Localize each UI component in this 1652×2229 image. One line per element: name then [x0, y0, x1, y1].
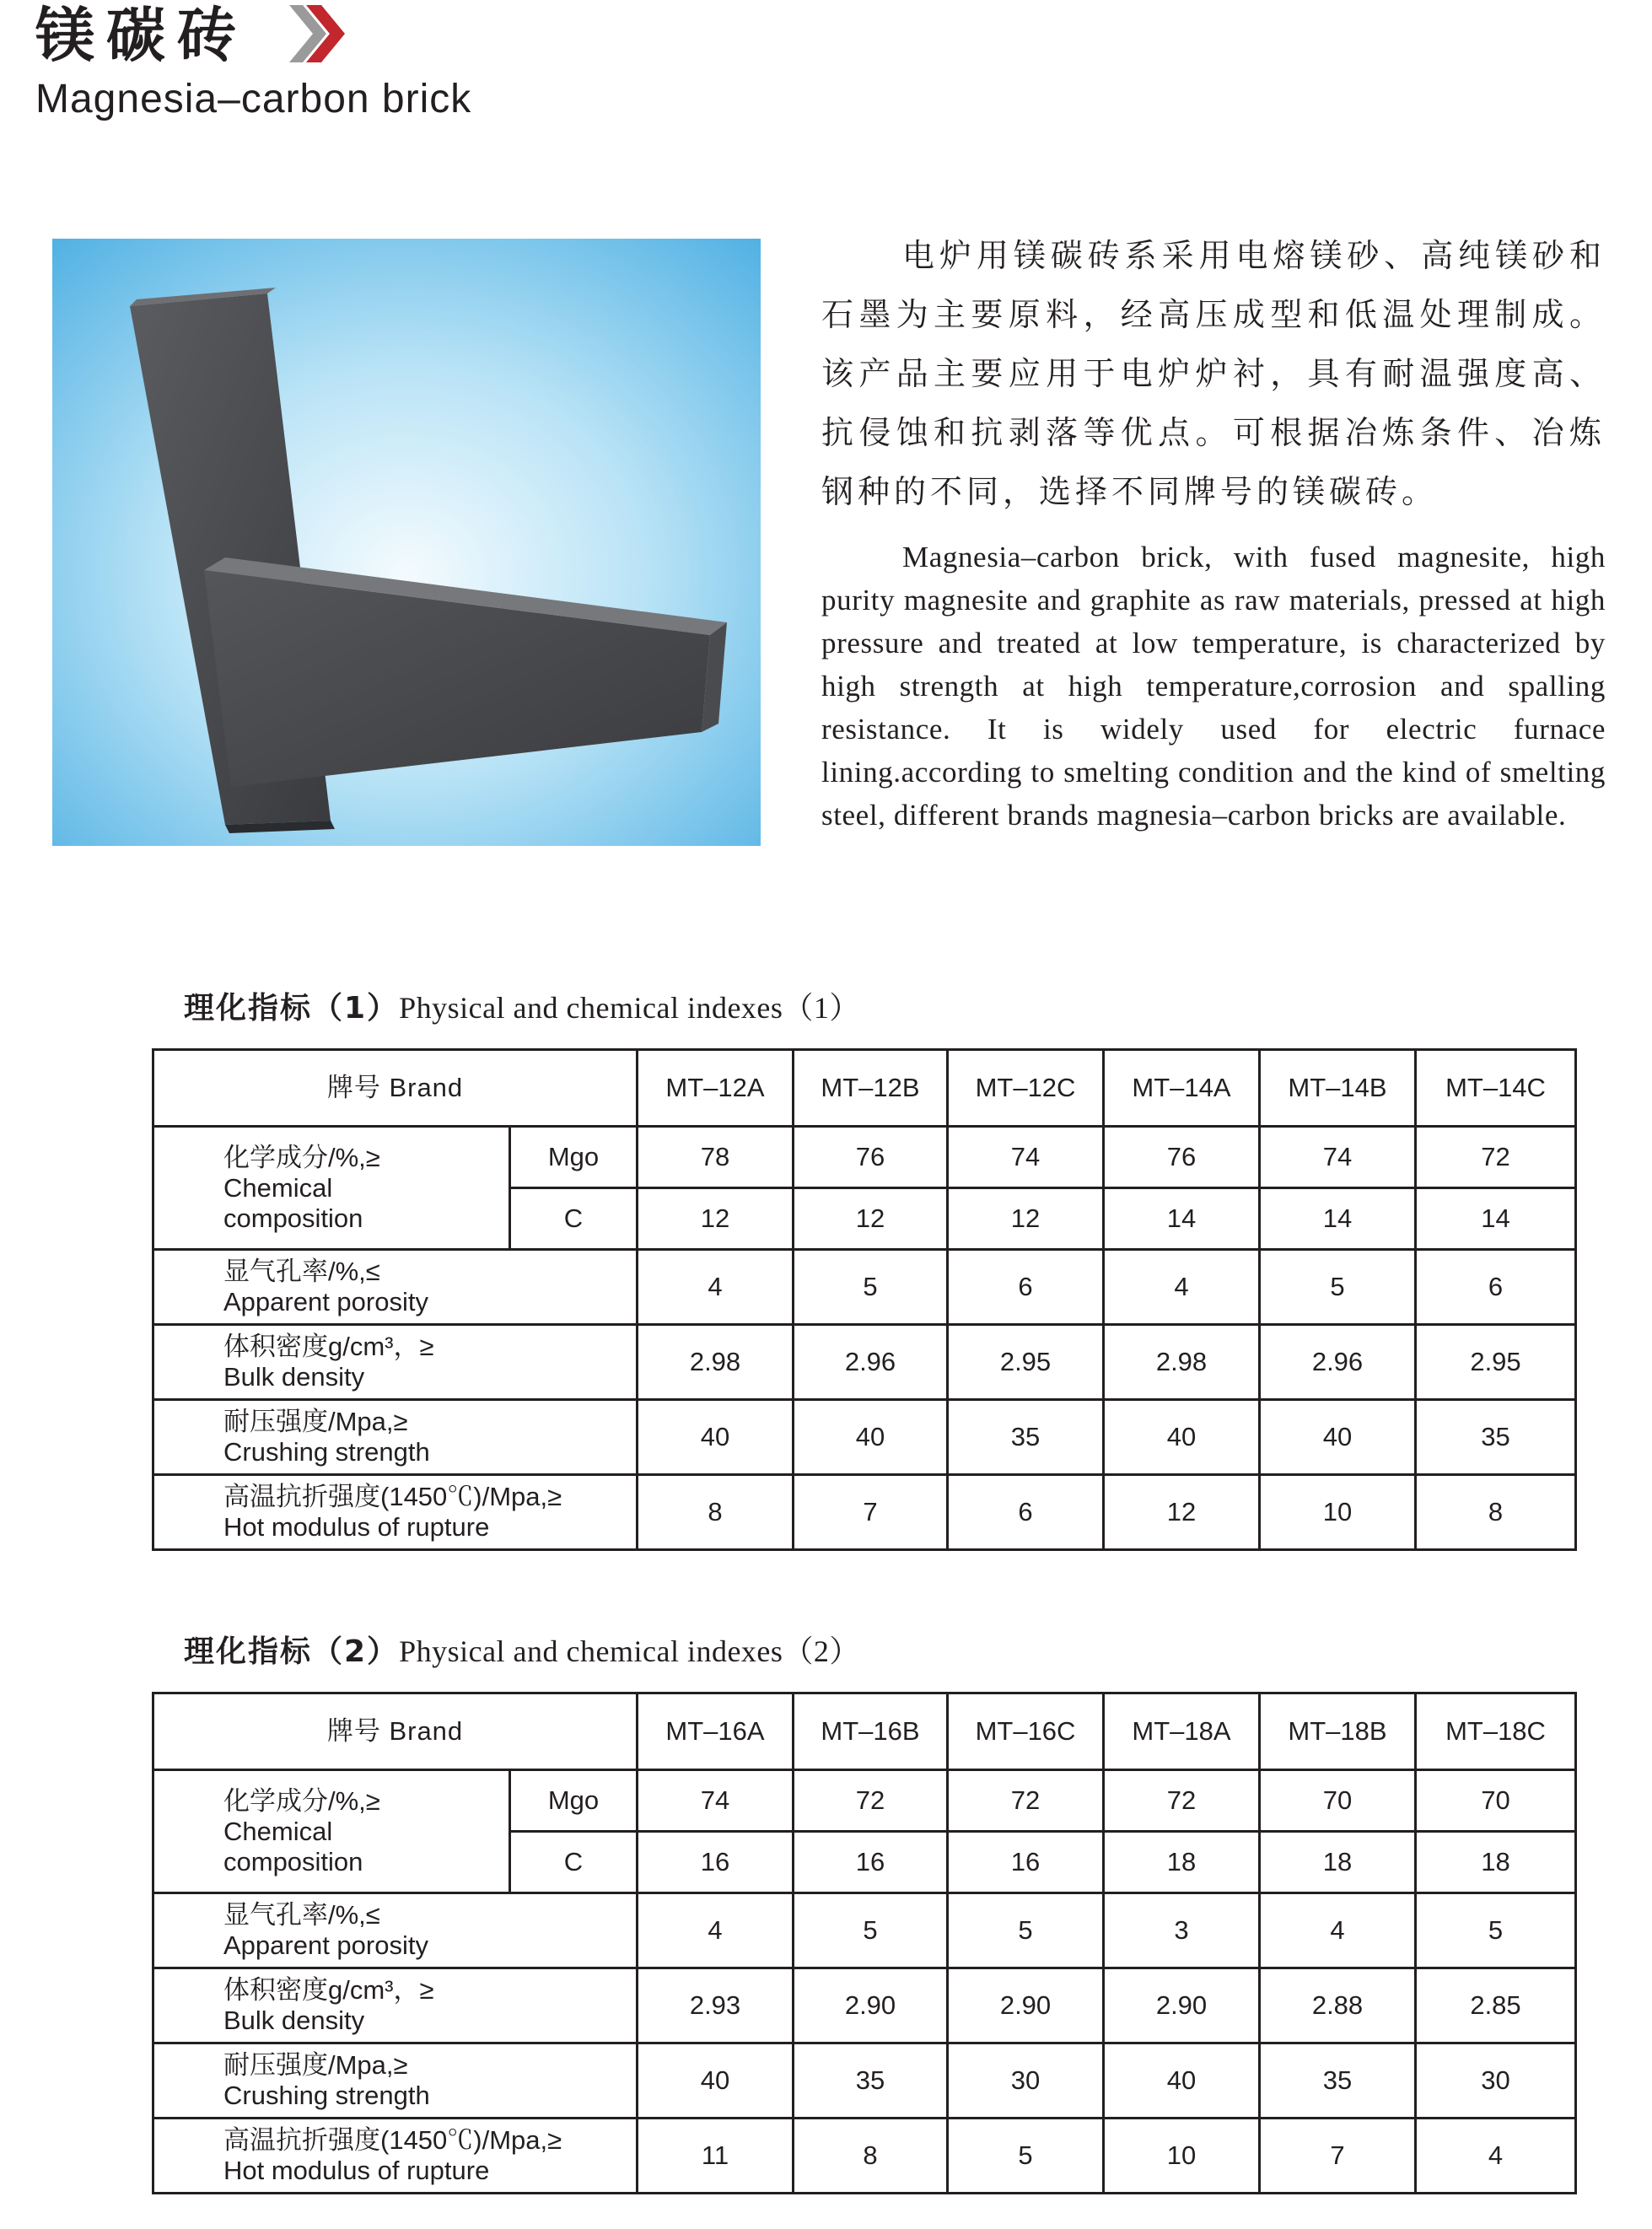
brand-cell: MT–14B [1260, 1050, 1416, 1127]
hmor-cell: 11 [638, 2119, 794, 2194]
c-cell: 18 [1260, 1832, 1416, 1893]
density-cell: 2.98 [638, 1325, 794, 1400]
product-photo [52, 239, 761, 846]
hmor-cell: 10 [1260, 1475, 1416, 1550]
hmor-cell: 7 [794, 1475, 948, 1550]
hmor-label [153, 2119, 638, 2194]
density-label [153, 1968, 638, 2043]
mgo-cell: 74 [638, 1770, 794, 1832]
hmor-cell: 8 [794, 2119, 948, 2194]
mgo-cell: 76 [1104, 1127, 1260, 1188]
crushing-cell: 30 [948, 2043, 1104, 2119]
c-label: C [510, 1832, 638, 1893]
porosity-label [153, 1893, 638, 1968]
intro-english: Magnesia–carbon brick, with fused magnesite, high purity magnesite and graphite as raw materials, pressed at high pressure and treated at low temperature, is characterized by high strength at high temperature,corrosion and spalling resistance. It is widely used for electric furnace lining.according to smelting condition and the kind of smelting steel, different brands magnesia–carbon bricks are available. [821, 541, 1606, 832]
porosity-label-en: Apparent porosity [223, 1287, 428, 1316]
chem-label [153, 1127, 510, 1250]
crushing-label-en: Crushing strength [223, 2081, 430, 2110]
chem-label-cn: 化学成分/%,≥ [223, 1142, 380, 1172]
intro-chinese: 电炉用镁碳砖系采用电熔镁砂、高纯镁砂和石墨为主要原料，经高压成型和低温处理制成。该产品主要应用于电炉炉衬，具有耐温强度高、抗侵蚀和抗剥落等优点。可根据冶炼条件、冶炼钢种的不同，选择不同牌号的镁碳砖。 [821, 237, 1606, 510]
porosity-label [153, 1250, 638, 1325]
porosity-cell: 4 [638, 1893, 794, 1968]
brand-cell: MT–18B [1260, 1693, 1416, 1770]
porosity-label-cn: 显气孔率/%,≤ [223, 1257, 380, 1286]
density-label-cn: 体积密度g/cm³，≥ [223, 1975, 434, 2005]
crushing-label [153, 2043, 638, 2119]
porosity-cell: 6 [1416, 1250, 1576, 1325]
mgo-cell: 74 [948, 1127, 1104, 1188]
brand-cell: MT–18C [1416, 1693, 1576, 1770]
crushing-cell: 40 [1104, 1400, 1260, 1475]
mgo-cell: 72 [1416, 1127, 1576, 1188]
porosity-cell: 6 [948, 1250, 1104, 1325]
brand-cell: MT–14A [1104, 1050, 1260, 1127]
porosity-cell: 5 [794, 1250, 948, 1325]
density-row [153, 1968, 1576, 2043]
c-cell: 12 [638, 1188, 794, 1250]
mgo-cell: 72 [794, 1770, 948, 1832]
hmor-cell: 5 [948, 2119, 1104, 2194]
density-cell: 2.98 [1104, 1325, 1260, 1400]
mgo-label: Mgo [510, 1127, 638, 1188]
density-cell: 2.90 [1104, 1968, 1260, 2043]
hmor-cell: 6 [948, 1475, 1104, 1550]
density-cell: 2.93 [638, 1968, 794, 2043]
density-cell: 2.96 [794, 1325, 948, 1400]
brand-cell: MT–12A [638, 1050, 794, 1127]
double-chevron-icon [283, 0, 350, 67]
c-cell: 14 [1104, 1188, 1260, 1250]
crushing-cell: 40 [794, 1400, 948, 1475]
crushing-label-cn: 耐压强度/Mpa,≥ [223, 2050, 408, 2080]
mgo-cell: 76 [794, 1127, 948, 1188]
density-cell: 2.95 [948, 1325, 1104, 1400]
brand-cell: MT–14C [1416, 1050, 1576, 1127]
table1-title [184, 987, 860, 1030]
page-title-cn: 镁碳砖 [35, 0, 248, 70]
density-label [153, 1325, 638, 1400]
porosity-cell: 5 [1416, 1893, 1576, 1968]
c-cell: 16 [638, 1832, 794, 1893]
hmor-cell: 10 [1104, 2119, 1260, 2194]
c-cell: 18 [1416, 1832, 1576, 1893]
brand-row [153, 1050, 1576, 1127]
density-row [153, 1325, 1576, 1400]
c-cell: 16 [794, 1832, 948, 1893]
brand-cell: MT–12C [948, 1050, 1104, 1127]
density-label-en: Bulk density [223, 1362, 365, 1392]
porosity-label-cn: 显气孔率/%,≤ [223, 1900, 380, 1930]
density-cell: 2.95 [1416, 1325, 1576, 1400]
hmor-label-en: Hot modulus of rupture [223, 1512, 490, 1542]
crushing-cell: 40 [638, 2043, 794, 2119]
density-cell: 2.96 [1260, 1325, 1416, 1400]
spec-table-2 [152, 1692, 1577, 2194]
mgo-label: Mgo [510, 1770, 638, 1832]
porosity-row [153, 1893, 1576, 1968]
crushing-row [153, 1400, 1576, 1475]
crushing-label-cn: 耐压强度/Mpa,≥ [223, 1407, 408, 1436]
chem-label-en2: composition [223, 1846, 363, 1876]
mgo-cell: 70 [1416, 1770, 1576, 1832]
c-cell: 12 [794, 1188, 948, 1250]
brand-header: 牌号 Brand [153, 1050, 638, 1127]
hmor-row [153, 1475, 1576, 1550]
hmor-label [153, 1475, 638, 1550]
brand-cell: MT–12B [794, 1050, 948, 1127]
chem-label-cn: 化学成分/%,≥ [223, 1785, 380, 1816]
mgo-cell: 78 [638, 1127, 794, 1188]
hmor-label-cn: 高温抗折强度(1450℃)/Mpa,≥ [223, 2125, 562, 2155]
porosity-row [153, 1250, 1576, 1325]
density-cell: 2.88 [1260, 1968, 1416, 2043]
brand-cell: MT–16A [638, 1693, 794, 1770]
table2-title-en: Physical and chemical indexes（2） [399, 1634, 860, 1668]
crushing-cell: 40 [638, 1400, 794, 1475]
table1-title-en: Physical and chemical indexes（1） [399, 991, 860, 1025]
porosity-cell: 5 [794, 1893, 948, 1968]
mgo-cell: 74 [1260, 1127, 1416, 1188]
crushing-row [153, 2043, 1576, 2119]
brand-cell: MT–18A [1104, 1693, 1260, 1770]
porosity-cell: 4 [1104, 1250, 1260, 1325]
density-label-en: Bulk density [223, 2006, 365, 2035]
crushing-cell: 35 [794, 2043, 948, 2119]
brand-row [153, 1693, 1576, 1770]
c-cell: 14 [1416, 1188, 1576, 1250]
density-cell: 2.90 [794, 1968, 948, 2043]
table2-title [184, 1630, 860, 1673]
c-cell: 18 [1104, 1832, 1260, 1893]
crushing-cell: 35 [1260, 2043, 1416, 2119]
mgo-row [153, 1770, 1576, 1832]
porosity-cell: 3 [1104, 1893, 1260, 1968]
hmor-label-en: Hot modulus of rupture [223, 2156, 490, 2185]
brand-header: 牌号 Brand [153, 1693, 638, 1770]
crushing-cell: 40 [1260, 1400, 1416, 1475]
crushing-cell: 35 [948, 1400, 1104, 1475]
hmor-label-cn: 高温抗折强度(1450℃)/Mpa,≥ [223, 1482, 562, 1511]
mgo-cell: 70 [1260, 1770, 1416, 1832]
porosity-cell: 4 [638, 1250, 794, 1325]
mgo-row [153, 1127, 1576, 1188]
table1-title-cn: 理化指标（1） [184, 991, 400, 1026]
crushing-label-en: Crushing strength [223, 1437, 430, 1467]
brand-cell: MT–16C [948, 1693, 1104, 1770]
c-label: C [510, 1188, 638, 1250]
crushing-cell: 40 [1104, 2043, 1260, 2119]
hmor-cell: 12 [1104, 1475, 1260, 1550]
mgo-cell: 72 [1104, 1770, 1260, 1832]
mgo-cell: 72 [948, 1770, 1104, 1832]
density-cell: 2.90 [948, 1968, 1104, 2043]
hmor-cell: 7 [1260, 2119, 1416, 2194]
crushing-label [153, 1400, 638, 1475]
density-cell: 2.85 [1416, 1968, 1576, 2043]
table2-title-cn: 理化指标（2） [184, 1634, 400, 1669]
c-cell: 14 [1260, 1188, 1416, 1250]
chem-label [153, 1770, 510, 1893]
c-cell: 12 [948, 1188, 1104, 1250]
density-label-cn: 体积密度g/cm³，≥ [223, 1332, 434, 1361]
chem-label-en1: Chemical [223, 1172, 333, 1203]
page-title-en: Magnesia–carbon brick [35, 77, 472, 121]
c-cell: 16 [948, 1832, 1104, 1893]
crushing-cell: 35 [1416, 1400, 1576, 1475]
hmor-row [153, 2119, 1576, 2194]
porosity-cell: 5 [948, 1893, 1104, 1968]
porosity-cell: 4 [1260, 1893, 1416, 1968]
hmor-cell: 8 [1416, 1475, 1576, 1550]
hmor-cell: 8 [638, 1475, 794, 1550]
chem-label-en2: composition [223, 1203, 363, 1233]
hmor-cell: 4 [1416, 2119, 1576, 2194]
crushing-cell: 30 [1416, 2043, 1576, 2119]
chem-label-en1: Chemical [223, 1816, 333, 1846]
brand-cell: MT–16B [794, 1693, 948, 1770]
spec-table-1 [152, 1048, 1577, 1551]
porosity-cell: 5 [1260, 1250, 1416, 1325]
porosity-label-en: Apparent porosity [223, 1930, 428, 1960]
